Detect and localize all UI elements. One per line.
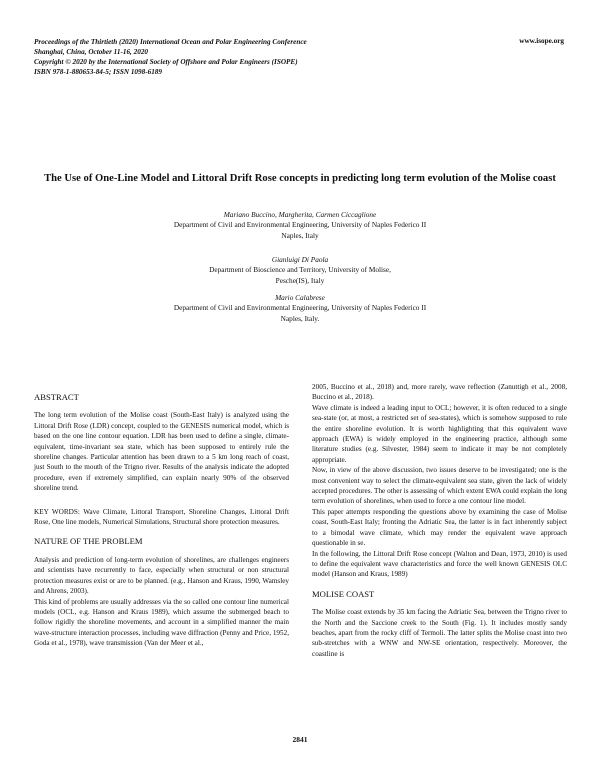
location: Pesche(IS), Italy: [275, 275, 325, 285]
author-names: Gianluigi Di Paola: [271, 255, 329, 264]
abstract-text: The long term evolution of the Molise coast (South-East Italy) is analyzed using the Littoral Drift Rose (LDR) concept, coupled to the GENESIS numerical model, which is based on the one line contour equation. LDR has been used to define a single, climate-equivalent, time-invariant sea state, which has been supposed to entirely rule the shoreline changes. Particular attention has been drawn to a 5 km long reach of coast, just South to the mouth of the Trigno river. Results of the analysis indicate the adopted procedure, even if extremely simplified, can explain nearly 90% of the observed shoreline trend.: [34, 411, 289, 493]
molise-heading: MOLISE COAST: [312, 588, 375, 599]
author-names: Mario Calabrese: [275, 293, 325, 302]
abstract-heading: ABSTRACT: [34, 392, 79, 402]
header-line: Shanghai, China, October 11-16, 2020: [34, 48, 149, 56]
header-line: ISBN 978-1-880653-84-5; ISSN 1098-6189: [34, 68, 162, 76]
paragraph: Wave climate is indeed a leading input to OCL; however, it is often reduced to a single sea-state (or, at most, a restricted set of sea-states), which is somehow supposed to rule the entire shoreline evolution. It is worth highlighting that this equivalent wave approach (EWA) is widely employed in the engineering practice, although some literature studies (e.g. Silvester, 1984) seem to indicate it may be not completely appropriate.: [312, 403, 567, 464]
paragraph: Now, in view of the above discussion, two issues deserve to be investigated; one is the most convenient way to select the climate-equivalent sea state, given the lack of widely accepted procedures. The other is assessing of which extent EWA could explain the long term evolution of shorelines, when used to force a one contour line model.: [312, 466, 567, 506]
location: Naples, Italy.: [280, 313, 320, 323]
affiliation-block: [34, 293, 566, 324]
department: Department of Civil and Environmental Engineering, University of Naples Federico II: [173, 303, 427, 313]
affiliation-block: [34, 210, 566, 241]
publisher-url[interactable]: www.isope.org: [519, 37, 564, 45]
conference-header: [34, 37, 307, 77]
location: Naples, Italy: [281, 230, 319, 240]
keywords: KEY WORDS: Wave Climate, Littoral Transport, Shoreline Changes, Littoral Drift Rose, One line models, Numerical Simulations, Structural shore protection measures.: [34, 507, 289, 527]
paragraph: 2005, Buccino et al., 2018) and, more rarely, wave reflection (Zanuttigh et al., 2008, Buccino et al., 2018).: [312, 383, 567, 402]
paper-title: The Use of One-Line Model and Littoral Drift Rose concepts in predicting long term evolution of the Molise coast: [44, 173, 556, 184]
paragraph: This kind of problems are usually addresses via the so called one contour line numerical models (OCL, e.g. Hanson and Kraus 1989), which assume the submerged beach to follow rigidly the shoreline movements, and account in a simplified manner the main wave-structure interaction processes, including wave diffraction (Penny and Price, 1952, Goda et al., 1978), wave transmission (Van der Meer et al.,: [34, 597, 289, 648]
nature-heading: NATURE OF THE PROBLEM: [34, 536, 143, 547]
paragraph: Analysis and prediction of long-term evolution of shorelines, are challenges engineers and scientists have recurrently to face, especially when structural or non structural protection measures exist or are to be planned. (e.g., Hanson and Kraus, 1990, Wamsley and Ahrens, 2003).: [34, 555, 289, 596]
left-column: [34, 392, 289, 649]
page-number: 2841: [292, 735, 308, 744]
paragraph: In the following, the Littoral Drift Rose concept (Walton and Dean, 1973, 2010) is used to define the equivalent wave characteristics and force the well known GENESIS OLC model (Hanson and Kraus, 1989): [312, 549, 567, 579]
header-line: Copyright © 2020 by the International Society of Offshore and Polar Engineers (ISOPE): [34, 58, 298, 66]
header-line: Proceedings of the Thirtieth (2020) International Ocean and Polar Engineering Conference: [34, 38, 307, 46]
affiliation-block: [34, 255, 566, 286]
author-names: Mariano Buccino, Margherita, Carmen Ciccaglione: [223, 210, 377, 219]
paragraph: This paper attempts responding the questions above by examining the case of Molise coast, South-East Italy; fronting the Adriatic Sea, the latter is in fact inherently subject to a bimodal wave climate, which may render the equivalent wave approach questionable in se.: [312, 507, 567, 548]
paragraph: The Molise coast extends by 35 km facing the Adriatic Sea, between the Trigno river to the North and the Saccione creek to the South (Fig. 1). It includes mostly sandy beaches, apart from the rocky cliff of Termoli. The latter splits the Molise coast into two sub-stretches with a WNW and NW-SE orientation, respectively. Moreover, the coastline is: [312, 608, 567, 658]
department: Department of Civil and Environmental Engineering, University of Naples Federico II: [173, 220, 427, 230]
department: Department of Bioscience and Territory, University of Molise,: [209, 265, 391, 275]
right-column: [312, 382, 567, 659]
